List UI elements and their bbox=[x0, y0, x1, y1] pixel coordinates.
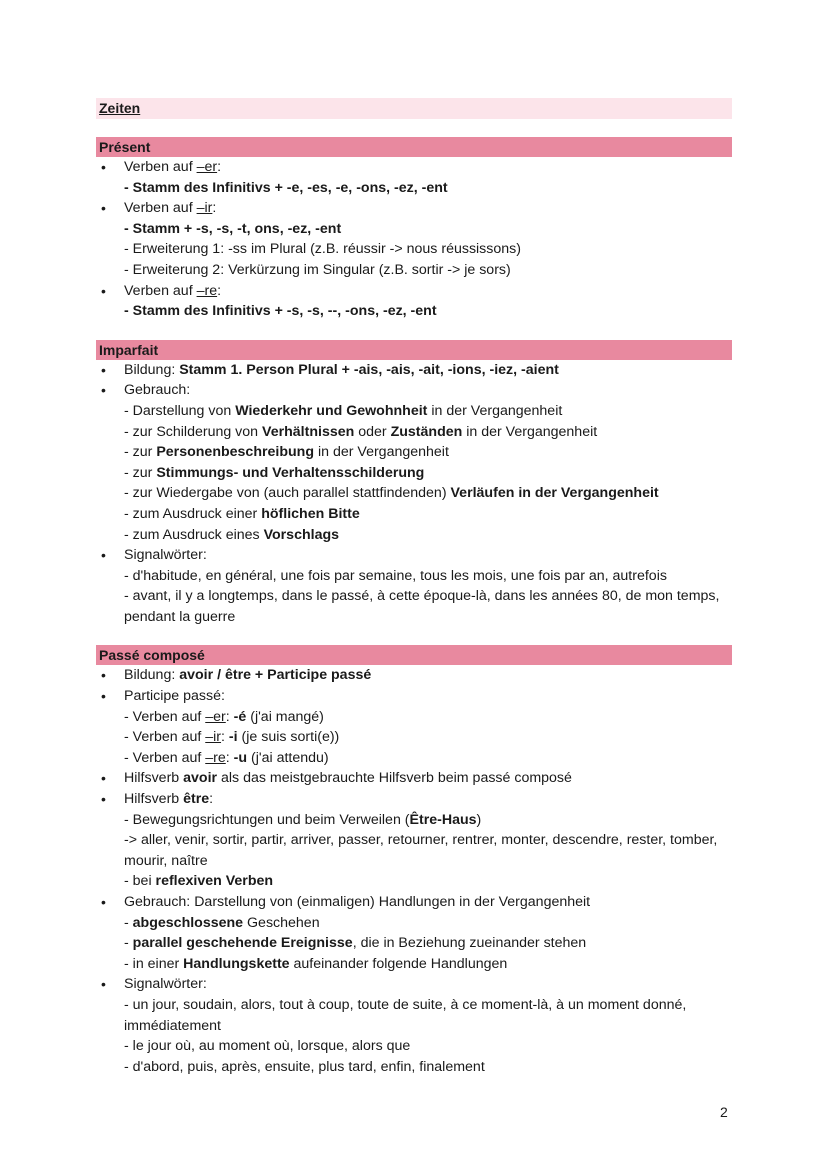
list-item: • Hilfsverb avoir als das meistgebrauchte Hilfsverb beim passé composé bbox=[96, 768, 732, 789]
list-item: • Hilfsverb être: bbox=[96, 789, 732, 810]
list-subitem: - un jour, soudain, alors, tout à coup, toute de suite, à ce moment-là, à un moment donné, immédiatement bbox=[124, 996, 687, 1034]
list-subitem: - le jour où, au moment où, lorsque, alors que bbox=[124, 1038, 411, 1055]
list-subitem: - Stamm des Infinitivs + -s, -s, --, -ons, -ez, -ent bbox=[124, 303, 437, 320]
list-subitem: - zur Stimmungs- und Verhaltensschilderung bbox=[124, 464, 425, 481]
list-item: • Bildung: avoir / être + Participe passé bbox=[96, 665, 732, 686]
list-subitem: - zur Wiedergabe von (auch parallel stattfindenden) Verläufen in der Vergangenheit bbox=[124, 485, 659, 502]
list-subitem: - avant, il y a longtemps, dans le passé, à cette époque-là, dans les années 80, de mon temps, pendant la guerre bbox=[124, 588, 720, 625]
list-item: • Signalwörter: bbox=[96, 974, 732, 995]
list-subitem: - Stamm + -s, -s, -t, ons, -ez, -ent bbox=[124, 220, 342, 237]
list-item: • Verben auf –er: bbox=[96, 157, 732, 178]
document-page bbox=[96, 98, 732, 1077]
list-subitem: - Verben auf –ir: -i (je suis sorti(e)) bbox=[124, 729, 340, 746]
list-subitem: - d'abord, puis, après, ensuite, plus tard, enfin, finalement bbox=[124, 1058, 485, 1075]
list-subitem: - parallel geschehende Ereignisse, die in Beziehung zueinander stehen bbox=[124, 935, 587, 952]
list-subitem: - bei reflexiven Verben bbox=[124, 873, 274, 890]
list-subitem: - Verben auf –er: -é (j'ai mangé) bbox=[124, 708, 324, 725]
list-subitem: - zur Personenbeschreibung in der Vergangenheit bbox=[124, 444, 449, 461]
section-heading-passe-compose: Passé composé bbox=[96, 645, 732, 665]
list-item: • Gebrauch: bbox=[96, 380, 732, 401]
list-subitem: - abgeschlossene Geschehen bbox=[124, 914, 320, 931]
list-subitem: -> aller, venir, sortir, partir, arriver, passer, retourner, rentrer, monter, descendre, rester, tomber, mourir, naître bbox=[124, 832, 718, 869]
list-subitem: - zum Ausdruck einer höflichen Bitte bbox=[124, 505, 360, 522]
list-item: • Signalwörter: bbox=[96, 545, 732, 566]
list-subitem: - zum Ausdruck eines Vorschlags bbox=[124, 526, 340, 543]
list-subitem: - Darstellung von Wiederkehr und Gewohnheit in der Vergangenheit bbox=[124, 402, 563, 419]
list-subitem: - Bewegungsrichtungen und beim Verweilen (Être-Haus) bbox=[124, 811, 482, 828]
page-title: Zeiten bbox=[99, 100, 141, 116]
list-subitem: - in einer Handlungskette aufeinander folgende Handlungen bbox=[124, 955, 508, 972]
list-subitem: - d'habitude, en général, une fois par semaine, tous les mois, une fois par an, autrefois bbox=[124, 567, 667, 584]
section-heading-present: Présent bbox=[96, 137, 732, 157]
list-item: • Gebrauch: Darstellung von (einmaligen) Handlungen in der Vergangenheit bbox=[96, 892, 732, 913]
list-item: • Participe passé: bbox=[96, 686, 732, 707]
list-item: • Verben auf –ir: bbox=[96, 198, 732, 219]
section-heading-imparfait: Imparfait bbox=[96, 340, 732, 360]
list-item: • Verben auf –re: bbox=[96, 281, 732, 302]
list-subitem: - Stamm des Infinitivs + -e, -es, -e, -ons, -ez, -ent bbox=[124, 179, 448, 196]
page-title-bar bbox=[96, 98, 732, 119]
list-subitem: - Erweiterung 1: -ss im Plural (z.B. réussir -> nous réussissons) bbox=[124, 241, 521, 258]
list-subitem: - Verben auf –re: -u (j'ai attendu) bbox=[124, 749, 329, 766]
list-item: • Bildung: Stamm 1. Person Plural + -ais, -ais, -ait, -ions, -iez, -aient bbox=[96, 360, 732, 381]
page-number: 2 bbox=[720, 1104, 728, 1120]
list-subitem: - zur Schilderung von Verhältnissen oder Zuständen in der Vergangenheit bbox=[124, 423, 598, 440]
list-subitem: - Erweiterung 2: Verkürzung im Singular (z.B. sortir -> je sors) bbox=[124, 261, 511, 278]
